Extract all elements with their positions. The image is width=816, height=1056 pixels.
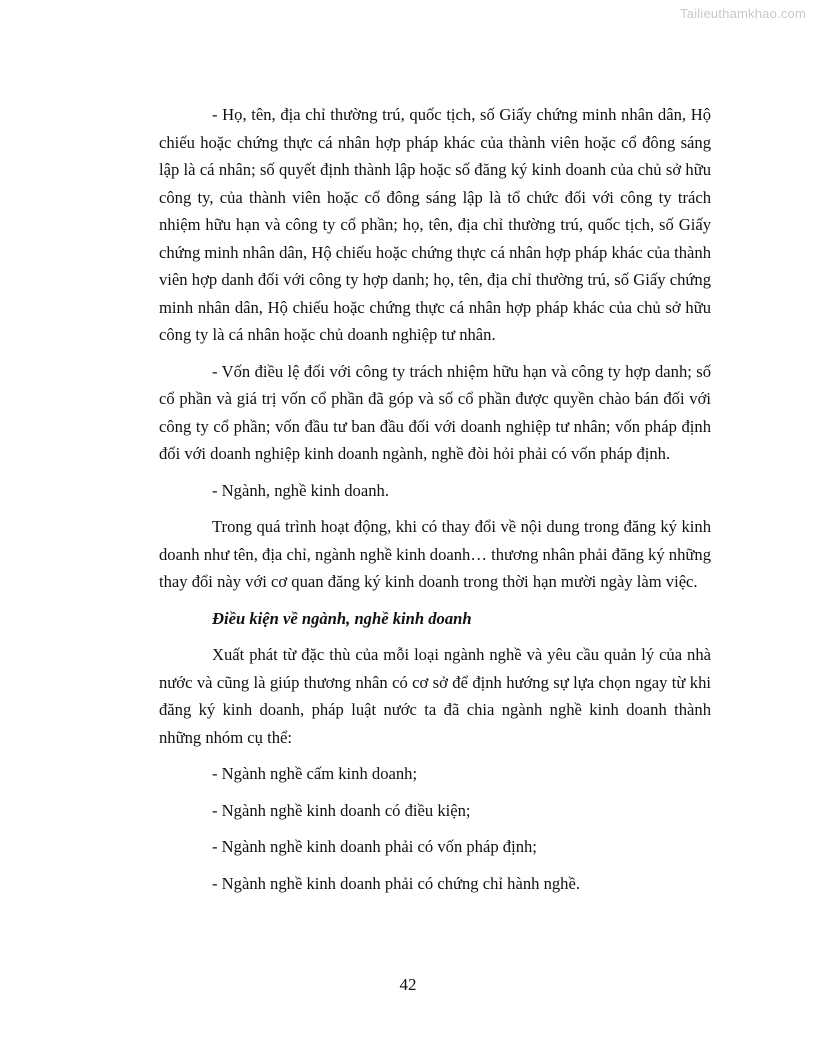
list-item: - Ngành nghề kinh doanh phải có vốn pháp định; [212, 837, 537, 856]
list-item: - Ngành nghề kinh doanh có điều kiện; [212, 800, 471, 820]
list-item: - Ngành nghề cấm kinh doanh; [212, 764, 418, 783]
business-lines-list [159, 760, 711, 897]
list-item: - Ngành nghề kinh doanh phải có chứng chỉ hành nghề. [212, 873, 580, 893]
paragraph-business-lines: - Ngành, nghề kinh doanh. [212, 480, 389, 500]
paragraph-personal-info: - Họ, tên, địa chỉ thường trú, quốc tịch, số Giấy chứng minh nhân dân, Hộ chiếu hoặc chứng thực cá nhân hợp pháp khác của thành viên hoặc cổ đông sáng lập là cá nhân; số quyết định thành lập hoặc số đăng ký kinh doanh của chủ sở hữu công ty, của thành viên hoặc cổ đông sáng lập là tổ chức đối với công ty trách nhiệm hữu hạn và công ty cổ phần; họ, tên, địa chỉ thường trú, quốc tịch, số Giấy chứng minh nhân dân, Hộ chiếu hoặc chứng thực cá nhân hợp pháp khác của thành viên hợp danh đối với công ty hợp danh; họ, tên, địa chỉ thường trú, số Giấy chứng minh nhân dân, Hộ chiếu hoặc chứng thực cá nhân hợp pháp khác của chủ sở hữu công ty là cá nhân hoặc chủ doanh nghiệp tư nhân. [159, 105, 711, 344]
paragraph-charter-capital: - Vốn điều lệ đối với công ty trách nhiệm hữu hạn và công ty hợp danh; số cổ phần và giá trị vốn cổ phần đã góp và số cổ phần được quyền chào bán đối với công ty cổ phần; vốn đầu tư ban đầu đối với doanh nghiệp tư nhân; vốn pháp định đối với doanh nghiệp kinh doanh ngành, nghề đòi hỏi phải có vốn pháp định. [159, 361, 711, 463]
paragraph-registration-changes: Trong quá trình hoạt động, khi có thay đổi về nội dung trong đăng ký kinh doanh như tên, địa chỉ, ngành nghề kinh doanh… thương nhân phải đăng ký những thay đổi này với cơ quan đăng ký kinh doanh trong thời hạn mười ngày làm việc. [159, 517, 711, 591]
section-heading: Điều kiện về ngành, nghề kinh doanh [212, 608, 472, 628]
watermark: Tailieuthamkhao.com [680, 6, 806, 21]
paragraph-intro: Xuất phát từ đặc thù của mỗi loại ngành nghề và yêu cầu quản lý của nhà nước và cũng là giúp thương nhân có cơ sở để định hướng sự lựa chọn ngay từ khi đăng ký kinh doanh, pháp luật nước ta đã chia ngành nghề kinh doanh thành những nhóm cụ thể: [159, 645, 711, 747]
page-number: 42 [399, 975, 417, 994]
document-body [159, 101, 711, 906]
